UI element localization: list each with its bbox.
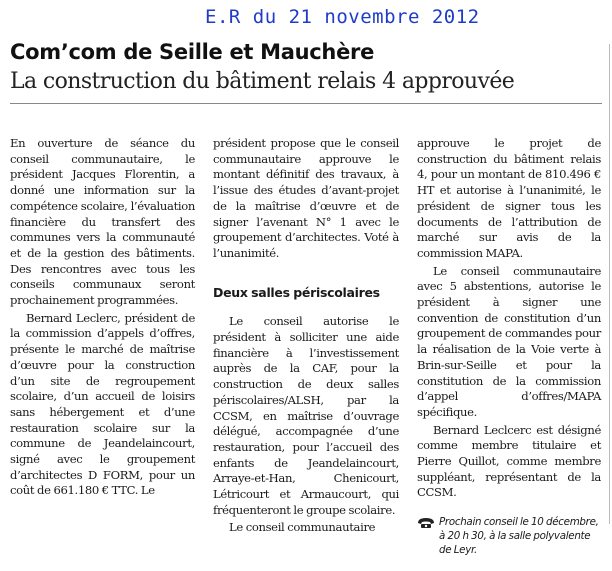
paragraph: approuve le projet de construction du bâtiment relais 4, pour un montant de 810.496 € HT et autorise à l’unanimité, le président de signer tous les documents de l’attribution de marché sur avis de la commission MAPA. — [417, 136, 601, 260]
paragraph: Le conseil communautaire avec 5 abstentions, autorise le président à signer une convention de constitution d’un groupement de commandes pour la réalisation de la Voie verte à Brin-sur-Seille et pour la constitution de la commission d’appel d’offres/MAPA spécifique. — [417, 263, 601, 419]
headline-rule — [10, 103, 602, 104]
kicker-title: Com’com de Seille et Mauchère — [10, 40, 375, 64]
article-column-3 — [417, 136, 601, 557]
next-meeting-text: Prochain conseil le 10 décembre, à 20 h 30, à la salle polyvalente de Leyr. — [439, 516, 599, 557]
paragraph: Le conseil communautaire — [229, 520, 376, 535]
paragraph: Le conseil autorise le président à solliciter une aide financière à l’investissement auprès de la CAF, pour la construction de deux salles périscolaires/ALSH, par la CCSM, en maîtrise d’ouvrage délégué, accompagnée d’une restauration, pour l’accueil des enfants de Jeandelaincourt, Arraye-et-Han, Chenicourt, Létricourt et Armaucourt, qui fréquenteront le groupe scolaire. — [213, 314, 399, 517]
paragraph: En ouverture de séance du conseil communautaire, le président Jacques Florentin, a donné une information sur la compétence scolaire, l’évaluation financière du transfert des communes vers la communauté et de la gestion des bâtiments. Des rencontres avec tous les conseils communaux seront prochainement programmées. — [10, 136, 195, 308]
paragraph: Bernard Leclcerc est désigné comme membre titulaire et Pierre Quillot, comme membre suppléant, représentant de la CCSM. — [417, 422, 601, 500]
paragraph: président propose que le conseil communautaire approuve le montant définitif des travaux, à l’issue des études d’avant-projet de la maîtrise d’œuvre et de signer l’avenant N° 1 avec le groupement d’architectes. Voté à l’unanimité. — [213, 136, 399, 260]
section-subhead: Deux salles périscolaires — [213, 284, 380, 300]
article-column-2 — [213, 136, 399, 536]
article-column-1 — [10, 136, 195, 499]
source-date-tag: E.R du 21 novembre 2012 — [205, 6, 480, 28]
telephone-icon — [417, 517, 435, 529]
paragraph: Bernard Leclerc, président de la commission d’appels d’offres, présente le marché de maîtrise d’œuvre pour la construction d’un site de regroupement scolaire, d’un accueil de loisirs sans hébergement et d’une restauration scolaire sur la commune de Jeandelaincourt, signé avec le groupement d’architectes D FORM, pour un coût de 661.180 € TTC. Le — [10, 310, 195, 498]
next-meeting-info — [417, 515, 601, 557]
page-edge-line — [609, 44, 610, 524]
headline: La construction du bâtiment relais 4 approuvée — [10, 69, 515, 94]
